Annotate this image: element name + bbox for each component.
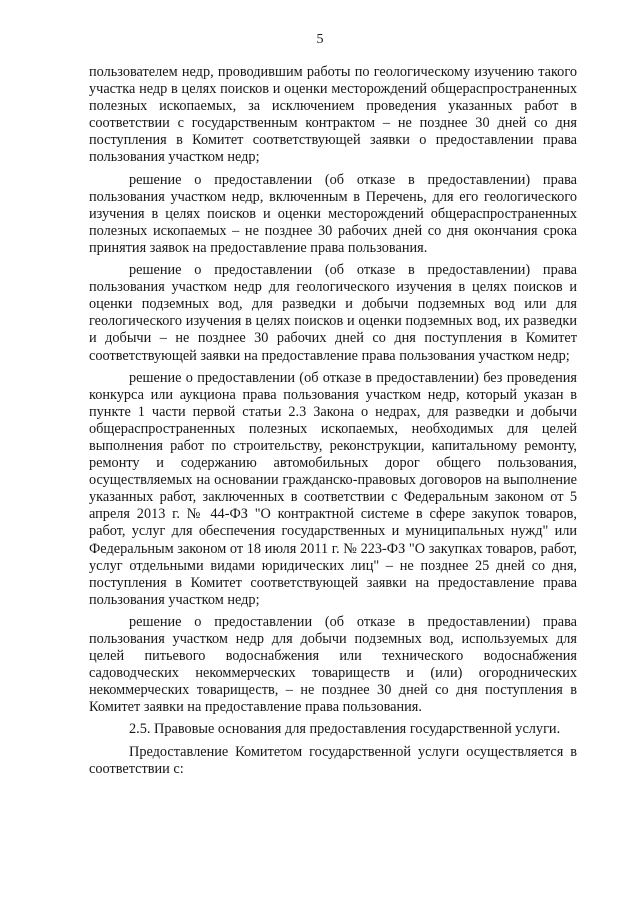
paragraph: решение о предоставлении (об отказе в предоставлении) без проведения конкурса или аукциона права пользования участком недр, который указан в пункте 1 части первой статьи 2.3 Закона о недрах, для разведки и добычи общераспространенных полезных ископаемых, необходимых для целей выполнения работ по строительству, реконструкции, капитальному ремонту, ремонту и содержанию автомобильных дорог общего пользования, осуществляемых на основании гражданско-правовых договоров на выполнение указанных работ, заключенных в соответствии с Федеральным законом от 5 апреля 2013 г. № 44-ФЗ "О контрактной системе в сфере закупок товаров, работ, услуг для обеспечения государственных и муниципальных нужд" или Федеральным законом от 18 июля 2011 г. № 223-ФЗ "О закупках товаров, работ, услуг отдельными видами юридических лиц" – не позднее 25 дней со дня, поступления в Комитет соответствующей заявки на предоставление права пользования участком недр; (89, 369, 577, 608)
page-number: 5 (316, 32, 324, 47)
document-body (89, 64, 577, 783)
section-heading: 2.5. Правовые основания для предоставления государственной услуги. (129, 721, 561, 738)
paragraph: пользователем недр, проводившим работы по геологическому изучению такого участка недр в целях поисков и оценки месторождений общераспространенных полезных ископаемых, за исключением проведения указанных работ в соответствии с государственным контрактом – не позднее 30 дней со дня поступления в Комитет соответствующей заявки о предоставлении права пользования участком недр; (89, 64, 577, 166)
paragraph: решение о предоставлении (об отказе в предоставлении) права пользования участком недр для геологического изучения в целях поисков и оценки подземных вод, для разведки и добычи подземных вод или для геологического изучения в целях поисков и оценки подземных вод, их разведки и добычи – не позднее 30 рабочих дней со дня поступления в Комитет соответствующей заявки на предоставление права пользования участком недр; (89, 262, 577, 364)
paragraph: решение о предоставлении (об отказе в предоставлении) права пользования участком недр, включенным в Перечень, для его геологического изучения в целях поисков и оценки месторождений общераспространенных полезных ископаемых – не позднее 30 рабочих дней со дня окончания срока принятия заявок на предоставление права пользования. (89, 171, 577, 256)
paragraph: Предоставление Комитетом государственной услуги осуществляется в соответствии с: (89, 743, 577, 777)
paragraph: решение о предоставлении (об отказе в предоставлении) права пользования участком недр для добычи подземных вод, используемых для целей питьевого водоснабжения или технического водоснабжения садоводческих некоммерческих товариществ и (или) огороднических некоммерческих товариществ, – не позднее 30 дней со дня поступления в Комитет заявки на предоставление права пользования. (89, 613, 577, 716)
